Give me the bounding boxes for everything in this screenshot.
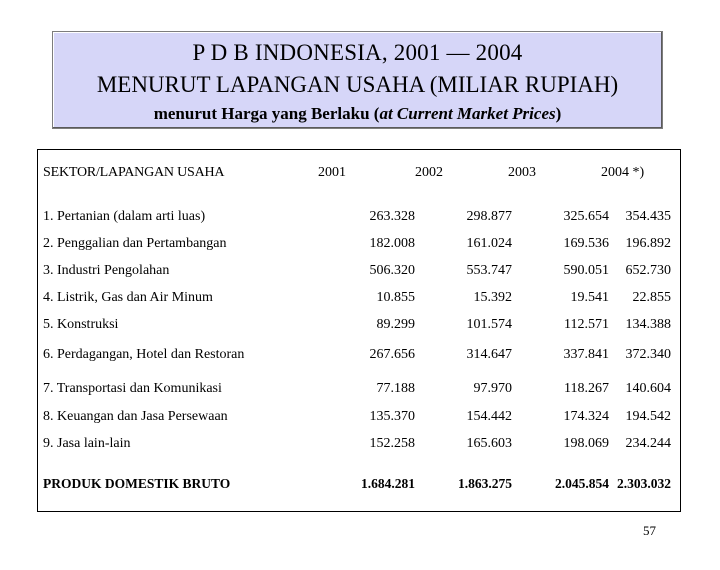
cell-2004: 354.435 bbox=[625, 209, 671, 224]
table-row bbox=[38, 205, 680, 229]
cell-2001: 267.656 bbox=[369, 347, 415, 362]
cell-2002: 101.574 bbox=[466, 317, 512, 332]
total-label: PRODUK DOMESTIK BRUTO bbox=[43, 476, 231, 491]
total-2002: 1.863.275 bbox=[458, 476, 512, 491]
total-2004: 2.303.032 bbox=[617, 476, 671, 491]
header-2004: 2004 *) bbox=[601, 165, 645, 180]
table-row bbox=[38, 232, 680, 256]
cell-2004: 22.855 bbox=[632, 290, 671, 305]
gdp-table bbox=[37, 149, 681, 512]
cell-2003: 174.324 bbox=[563, 409, 609, 424]
header-2003: 2003 bbox=[508, 165, 536, 180]
cell-2001: 152.258 bbox=[369, 436, 415, 451]
subtitle-italic: at Current Market Prices bbox=[379, 104, 556, 123]
table-row bbox=[38, 377, 680, 401]
subtitle-prefix: menurut Harga yang Berlaku ( bbox=[153, 104, 380, 123]
cell-2004: 196.892 bbox=[625, 236, 671, 251]
cell-2001: 89.299 bbox=[376, 317, 415, 332]
cell-2002: 154.442 bbox=[466, 409, 512, 424]
cell-2002: 15.392 bbox=[473, 290, 512, 305]
row-label: 1. Pertanian (dalam arti luas) bbox=[43, 209, 206, 224]
table-header-row bbox=[38, 161, 680, 185]
cell-2003: 19.541 bbox=[570, 290, 609, 305]
cell-2002: 97.970 bbox=[473, 381, 512, 396]
row-label: 6. Perdagangan, Hotel dan Restoran bbox=[43, 347, 245, 362]
row-label: 4. Listrik, Gas dan Air Minum bbox=[43, 290, 213, 305]
header-2001: 2001 bbox=[318, 165, 346, 180]
cell-2004: 134.388 bbox=[625, 317, 671, 332]
cell-2002: 161.024 bbox=[466, 236, 512, 251]
title-box bbox=[52, 31, 663, 129]
total-2003: 2.045.854 bbox=[555, 476, 609, 491]
row-label: 9. Jasa lain-lain bbox=[43, 436, 131, 451]
total-2001: 1.684.281 bbox=[361, 476, 415, 491]
cell-2003: 590.051 bbox=[563, 263, 609, 278]
subtitle bbox=[53, 104, 662, 124]
row-label: 5. Konstruksi bbox=[43, 317, 119, 332]
cell-2001: 182.008 bbox=[369, 236, 415, 251]
cell-2003: 169.536 bbox=[563, 236, 609, 251]
cell-2003: 325.654 bbox=[563, 209, 609, 224]
row-label: 7. Transportasi dan Komunikasi bbox=[43, 381, 222, 396]
cell-2001: 506.320 bbox=[369, 263, 415, 278]
header-sector: SEKTOR/LAPANGAN USAHA bbox=[43, 165, 225, 180]
table-row bbox=[38, 405, 680, 429]
table-row bbox=[38, 313, 680, 337]
row-label: 8. Keuangan dan Jasa Persewaan bbox=[43, 409, 228, 424]
cell-2003: 112.571 bbox=[564, 317, 609, 332]
row-label: 3. Industri Pengolahan bbox=[43, 263, 170, 278]
cell-2003: 337.841 bbox=[563, 347, 609, 362]
cell-2003: 118.267 bbox=[564, 381, 609, 396]
table-row bbox=[38, 343, 680, 367]
header-2002: 2002 bbox=[415, 165, 443, 180]
title-line-1: P D B INDONESIA, 2001 — 2004 bbox=[192, 40, 523, 65]
cell-2002: 314.647 bbox=[466, 347, 512, 362]
subtitle-suffix: ) bbox=[555, 104, 562, 123]
cell-2004: 140.604 bbox=[625, 381, 671, 396]
cell-2001: 77.188 bbox=[376, 381, 415, 396]
table-row bbox=[38, 259, 680, 283]
cell-2001: 263.328 bbox=[369, 209, 415, 224]
total-row bbox=[38, 472, 680, 496]
cell-2004: 194.542 bbox=[625, 409, 671, 424]
table-row bbox=[38, 286, 680, 310]
cell-2003: 198.069 bbox=[563, 436, 609, 451]
title-line-2: MENURUT LAPANGAN USAHA (MILIAR RUPIAH) bbox=[96, 72, 619, 97]
cell-2001: 10.855 bbox=[376, 290, 415, 305]
page-number: 57 bbox=[643, 523, 656, 538]
row-label: 2. Penggalian dan Pertambangan bbox=[43, 236, 227, 251]
cell-2002: 298.877 bbox=[466, 209, 512, 224]
cell-2004: 372.340 bbox=[625, 347, 671, 362]
cell-2002: 553.747 bbox=[466, 263, 512, 278]
cell-2002: 165.603 bbox=[466, 436, 512, 451]
cell-2004: 234.244 bbox=[625, 436, 671, 451]
cell-2001: 135.370 bbox=[369, 409, 415, 424]
table-row bbox=[38, 432, 680, 456]
cell-2004: 652.730 bbox=[625, 263, 671, 278]
